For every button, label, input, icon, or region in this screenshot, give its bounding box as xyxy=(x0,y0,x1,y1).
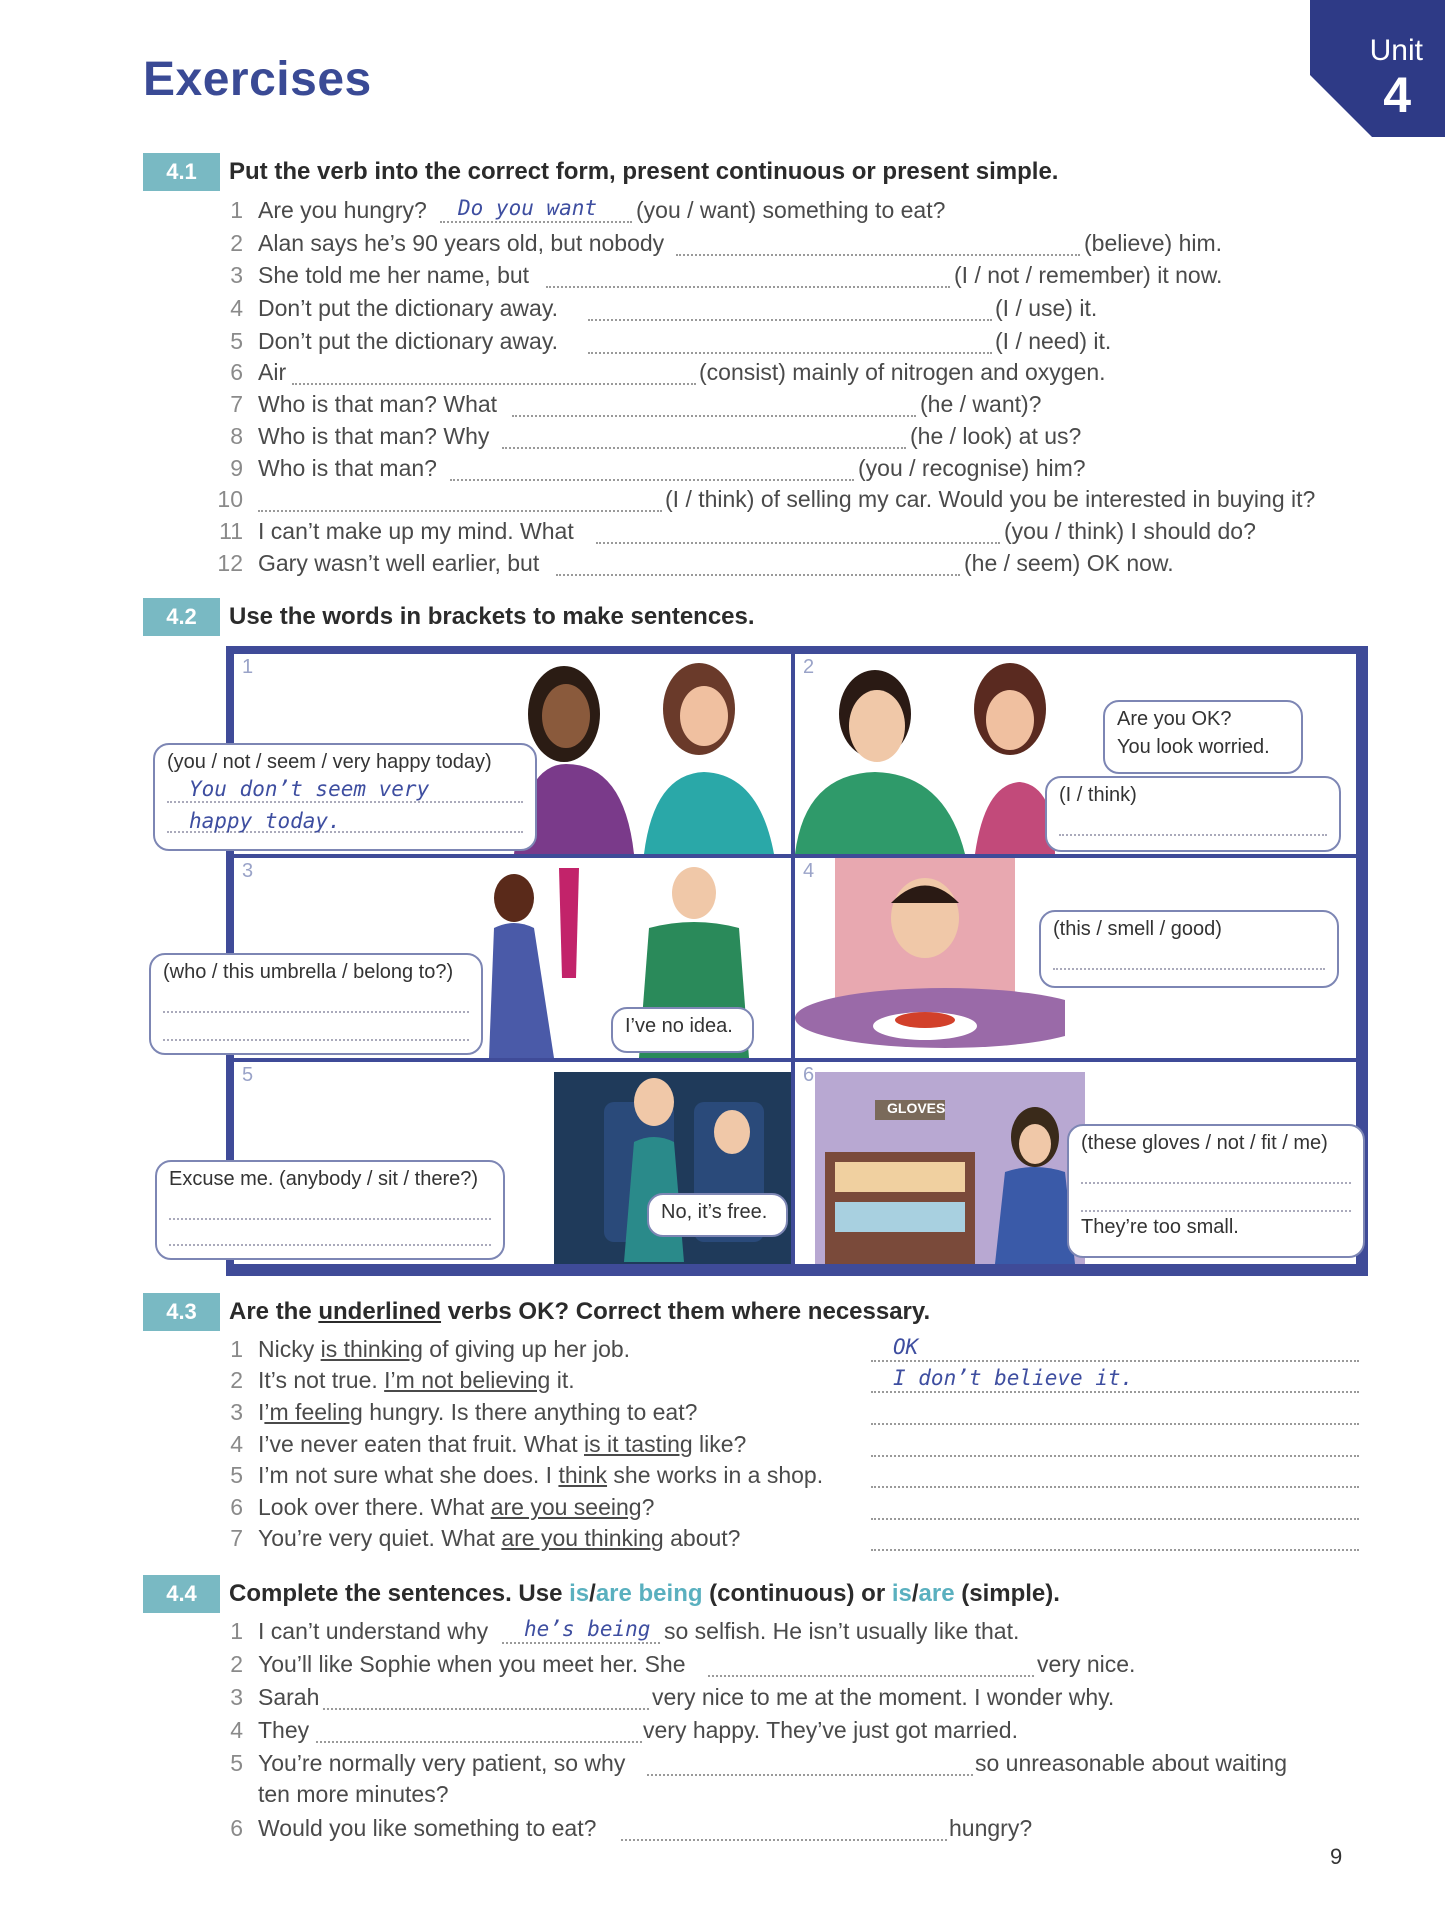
unit-label: Unit xyxy=(1369,34,1423,67)
illustration-two-women xyxy=(504,654,791,854)
answer-blank[interactable] xyxy=(556,574,960,576)
answer-blank[interactable] xyxy=(708,1675,1034,1677)
list-item xyxy=(0,230,1445,260)
underlined-verb: are you seeing xyxy=(490,1494,642,1520)
answer-blank[interactable] xyxy=(676,254,1080,256)
handwritten-answer: Do you want xyxy=(458,196,598,220)
answer-blank[interactable] xyxy=(163,1011,469,1013)
item-text: (I / use) it. xyxy=(995,295,1098,321)
answer-blank[interactable] xyxy=(169,1218,491,1220)
item-number: 1 xyxy=(230,1336,243,1362)
list-item xyxy=(0,391,1445,421)
item-number: 4 xyxy=(230,1717,243,1743)
instruction-text: Are the xyxy=(229,1298,319,1325)
item-text: I’ve never eaten that fruit. What is it tasting like? xyxy=(258,1431,747,1457)
item-text: (he / seem) OK now. xyxy=(964,550,1174,576)
answer-blank[interactable] xyxy=(588,319,992,321)
answer-blank[interactable] xyxy=(1053,968,1325,970)
panel-number: 6 xyxy=(803,1064,815,1086)
item-text: hungry? xyxy=(949,1815,1033,1841)
speech-bubble-5 xyxy=(155,1160,505,1260)
item-text: Are you hungry? xyxy=(258,197,427,223)
item-text: Don’t put the dictionary away. xyxy=(258,295,559,321)
illustration-man-eating xyxy=(795,858,1065,1058)
answer-blank[interactable] xyxy=(169,1244,491,1246)
unit-tab xyxy=(1310,0,1445,137)
answer-blank[interactable] xyxy=(440,221,632,223)
item-text: Alan says he’s 90 years old, but nobody xyxy=(258,230,665,256)
item-number: 7 xyxy=(230,391,243,417)
item-number: 2 xyxy=(230,1651,243,1677)
item-text: They xyxy=(258,1717,310,1743)
item-number: 4 xyxy=(230,1431,243,1457)
list-item xyxy=(0,295,1445,325)
panel-number: 3 xyxy=(242,860,254,882)
item-number: 6 xyxy=(230,1494,243,1520)
answer-blank[interactable] xyxy=(450,479,854,481)
answer-blank[interactable] xyxy=(871,1549,1359,1551)
exercise-4-1-instruction: Put the verb into the correct form, present continuous or present simple. xyxy=(229,158,1059,185)
list-item xyxy=(0,1750,1445,1780)
unit-tab-corner xyxy=(1310,75,1372,137)
answer-blank[interactable] xyxy=(621,1839,947,1841)
underlined-verb: are you thinking xyxy=(501,1525,664,1551)
item-text: Look over there. What are you seeing? xyxy=(258,1494,655,1520)
answer-blank[interactable] xyxy=(647,1774,973,1776)
item-text: Who is that man? xyxy=(258,455,437,481)
item-text: so selfish. He isn’t usually like that. xyxy=(664,1618,1020,1644)
item-text: Would you like something to eat? xyxy=(258,1815,597,1841)
list-item xyxy=(0,262,1445,292)
underlined-verb: I’m not believing xyxy=(384,1367,551,1393)
item-number: 4 xyxy=(230,295,243,321)
item-number: 7 xyxy=(230,1525,243,1551)
answer-blank[interactable] xyxy=(871,1423,1359,1425)
item-number: 3 xyxy=(230,1684,243,1710)
item-text: I’m feeling hungry. Is there anything to eat? xyxy=(258,1399,698,1425)
item-number: 6 xyxy=(230,1815,243,1841)
item-number: 5 xyxy=(230,1462,243,1488)
item-text: (believe) him. xyxy=(1084,230,1223,256)
bubble-prompt: (this / smell / good) xyxy=(1053,918,1222,940)
page-number: 9 xyxy=(1330,1844,1343,1869)
item-text: You’re very quiet. What are you thinking about? xyxy=(258,1525,741,1551)
list-item xyxy=(0,1525,1445,1555)
exercise-4-2-instruction: Use the words in brackets to make sentences. xyxy=(229,603,755,630)
handwritten-answer: OK xyxy=(893,1335,919,1359)
item-number: 2 xyxy=(230,1367,243,1393)
item-number: 8 xyxy=(230,423,243,449)
exercise-4-3-instruction xyxy=(229,1298,930,1326)
instruction-underlined: underlined xyxy=(318,1298,442,1325)
item-number: 1 xyxy=(230,197,243,223)
answer-blank[interactable] xyxy=(323,1708,649,1710)
exercise-badge-4-3: 4.3 xyxy=(143,1293,220,1331)
answer-blank[interactable] xyxy=(292,383,696,385)
item-text: (I / not / remember) it now. xyxy=(954,262,1223,288)
answer-blank[interactable] xyxy=(258,510,662,512)
item-text: very nice to me at the moment. I wonder why. xyxy=(652,1684,1115,1710)
item-text: I can’t make up my mind. What xyxy=(258,518,574,544)
underlined-verb: is thinking xyxy=(320,1336,423,1362)
answer-blank[interactable] xyxy=(163,1039,469,1041)
item-text: Air xyxy=(258,359,287,385)
answer-blank[interactable] xyxy=(588,352,992,354)
item-number: 5 xyxy=(230,1750,243,1776)
list-item xyxy=(0,486,1445,516)
speech-bubble-5-reply xyxy=(647,1193,788,1237)
item-number: 9 xyxy=(230,455,243,481)
item-text: I’m not sure what she does. I think she works in a shop. xyxy=(258,1462,824,1488)
handwritten-answer: I don’t believe it. xyxy=(893,1366,1134,1390)
list-item-continued xyxy=(0,1781,1445,1811)
page-title: Exercises xyxy=(143,53,372,106)
list-item xyxy=(0,1431,1445,1461)
speech-bubble-2b xyxy=(1045,776,1341,852)
unit-number: 4 xyxy=(1383,67,1411,123)
handwritten-answer: he’s being xyxy=(524,1617,651,1641)
bubble-prompt: (you / not / seem / very happy today) xyxy=(167,751,492,773)
illustration-glove-shop xyxy=(795,1062,1095,1264)
exercise-badge-4-1: 4.1 xyxy=(143,153,220,191)
item-text: very nice. xyxy=(1037,1651,1136,1677)
answer-blank[interactable] xyxy=(871,1391,1359,1393)
list-item xyxy=(0,1462,1445,1492)
list-item xyxy=(0,1651,1445,1681)
answer-blank[interactable] xyxy=(512,415,916,417)
item-number: 5 xyxy=(230,328,243,354)
item-number: 1 xyxy=(230,1618,243,1644)
list-item xyxy=(0,550,1445,580)
answer-blank[interactable] xyxy=(316,1741,642,1743)
speech-bubble-6 xyxy=(1067,1124,1365,1258)
list-item xyxy=(0,1367,1445,1397)
item-text: ten more minutes? xyxy=(258,1781,449,1807)
item-text: (you / want) something to eat? xyxy=(636,197,946,223)
bubble-reply: No, it’s free. xyxy=(661,1201,768,1223)
list-item xyxy=(0,518,1445,548)
item-number: 11 xyxy=(219,518,243,544)
item-text: (he / look) at us? xyxy=(910,423,1082,449)
list-item xyxy=(0,328,1445,358)
answer-blank[interactable] xyxy=(871,1360,1359,1362)
speech-bubble-2a xyxy=(1103,700,1303,774)
list-item xyxy=(0,1494,1445,1524)
answer-blank[interactable] xyxy=(596,542,1000,544)
item-number: 6 xyxy=(230,359,243,385)
item-number: 10 xyxy=(217,486,243,512)
list-item xyxy=(0,1336,1445,1366)
item-number: 3 xyxy=(230,1399,243,1425)
bubble-reply: I’ve no idea. xyxy=(625,1015,733,1037)
item-text: (you / recognise) him? xyxy=(858,455,1086,481)
answer-blank[interactable] xyxy=(871,1518,1359,1520)
item-text: Gary wasn’t well earlier, but xyxy=(258,550,540,576)
item-number: 3 xyxy=(230,262,243,288)
list-item xyxy=(0,1618,1445,1648)
item-text: Who is that man? Why xyxy=(258,423,490,449)
item-text: Don’t put the dictionary away. xyxy=(258,328,559,354)
answer-blank[interactable] xyxy=(871,1486,1359,1488)
handwritten-answer: happy today. xyxy=(189,809,341,833)
answer-blank[interactable] xyxy=(546,286,950,288)
speech-bubble-4 xyxy=(1039,910,1339,988)
answer-blank[interactable] xyxy=(1081,1210,1351,1212)
list-item xyxy=(0,455,1445,485)
item-text: It’s not true. I’m not believing it. xyxy=(258,1367,575,1393)
speech-bubble-3 xyxy=(149,953,483,1055)
bubble-speech: You look worried. xyxy=(1117,736,1270,758)
speech-bubble-1 xyxy=(153,743,537,851)
answer-blank[interactable] xyxy=(502,447,906,449)
list-item xyxy=(0,197,1445,227)
exercise-4-4-instruction: Complete the sentences. Use is/are being (continuous) or is/are (simple). xyxy=(229,1580,1060,1607)
panel-number: 2 xyxy=(803,656,815,678)
handwritten-answer: You don’t seem very xyxy=(189,777,430,801)
panel-number: 5 xyxy=(242,1064,254,1086)
list-item xyxy=(0,423,1445,453)
panel-number: 4 xyxy=(803,860,815,882)
item-number: 2 xyxy=(230,230,243,256)
answer-blank[interactable] xyxy=(1081,1182,1351,1184)
item-text: Who is that man? What xyxy=(258,391,498,417)
item-text: (he / want)? xyxy=(920,391,1042,417)
exercise-badge-4-4: 4.4 xyxy=(143,1575,220,1613)
list-item xyxy=(0,359,1445,389)
item-text: (you / think) I should do? xyxy=(1004,518,1256,544)
item-text: I can’t understand why xyxy=(258,1618,489,1644)
item-text: You’re normally very patient, so why xyxy=(258,1750,626,1776)
illustration-man-and-woman xyxy=(795,654,1055,854)
underlined-verb: think xyxy=(558,1462,608,1488)
exercise-badge-4-2: 4.2 xyxy=(143,598,220,636)
item-text: Sarah xyxy=(258,1684,320,1710)
bubble-prompt: (I / think) xyxy=(1059,784,1137,806)
bubble-prompt: (these gloves / not / fit / me) xyxy=(1081,1132,1328,1154)
list-item xyxy=(0,1815,1445,1845)
answer-blank[interactable] xyxy=(167,801,523,803)
underlined-verb: is it tasting xyxy=(584,1431,693,1457)
bubble-prompt: (who / this umbrella / belong to?) xyxy=(163,961,454,983)
instruction-text: verbs OK? Correct them where necessary. xyxy=(441,1298,931,1325)
bubble-speech: Are you OK? xyxy=(1117,708,1232,730)
bubble-prompt: Excuse me. (anybody / sit / there?) xyxy=(169,1168,479,1190)
item-text: (I / think) of selling my car. Would you be interested in buying it? xyxy=(665,486,1316,512)
list-item xyxy=(0,1684,1445,1714)
item-number: 12 xyxy=(217,550,243,576)
item-text: so unreasonable about waiting xyxy=(975,1750,1288,1776)
shop-sign: GLOVES xyxy=(887,1100,946,1116)
answer-blank[interactable] xyxy=(871,1455,1359,1457)
item-text: very happy. They’ve just got married. xyxy=(643,1717,1018,1743)
list-item xyxy=(0,1399,1445,1429)
speech-bubble-3-reply xyxy=(611,1007,754,1053)
bubble-reply: They’re too small. xyxy=(1081,1216,1239,1238)
answer-blank[interactable] xyxy=(1059,834,1327,836)
item-text: Nicky is thinking of giving up her job. xyxy=(258,1336,631,1362)
answer-blank[interactable] xyxy=(502,1642,660,1644)
panel-number: 1 xyxy=(242,656,254,678)
underlined-verb: ’m feeling xyxy=(264,1399,363,1425)
item-text: (consist) mainly of nitrogen and oxygen. xyxy=(699,359,1106,385)
item-text: You’ll like Sophie when you meet her. She xyxy=(258,1651,686,1677)
item-text: (I / need) it. xyxy=(995,328,1112,354)
item-text: She told me her name, but xyxy=(258,262,530,288)
list-item xyxy=(0,1717,1445,1747)
